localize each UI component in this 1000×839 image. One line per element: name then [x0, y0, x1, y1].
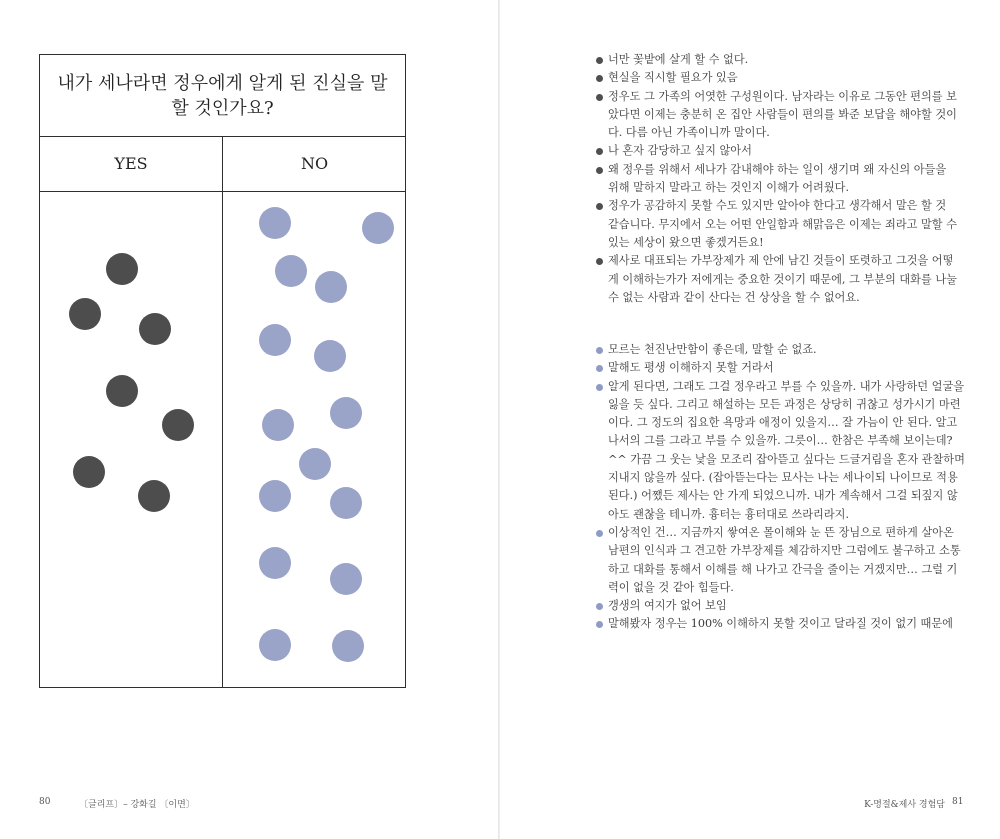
no-vote-dot — [330, 397, 362, 429]
bullet-dot-icon — [596, 530, 603, 537]
yes-response-item — [596, 69, 958, 87]
yes-vote-dot — [73, 456, 105, 488]
bullet-dot-icon — [596, 148, 603, 155]
no-vote-dot — [314, 340, 346, 372]
yes-response-text: 너만 꽃밭에 살게 할 수 없다. — [608, 53, 749, 66]
no-response-text: 갱생의 여지가 없어 보임 — [608, 599, 727, 613]
bullet-dot-icon — [596, 384, 603, 391]
yes-header: YES — [114, 154, 148, 173]
bullet-dot-icon — [596, 258, 603, 265]
yes-response-list — [596, 51, 958, 307]
right-running-title: K-명절&제사 경험담 — [864, 800, 945, 810]
left-running-title: 〔글리프〕– 강화길 〔이면〕 — [79, 800, 195, 810]
no-vote-dot — [330, 563, 362, 595]
no-vote-dot — [275, 255, 307, 287]
no-response-item — [596, 359, 968, 377]
no-response-text: 말해도 평생 이해하지 못할 거라서 — [608, 361, 774, 375]
yes-response-item — [596, 88, 958, 143]
bullet-dot-icon — [596, 203, 603, 210]
bullet-dot-icon — [596, 75, 603, 82]
yes-response-item — [596, 161, 958, 198]
bullet-dot-icon — [596, 621, 603, 628]
no-response-text: 알게 된다면, 그래도 그걸 정우라고 부를 수 있을까. 내가 사랑하던 얼굴을 잃을 듯 싶다. 그리고 해설하는 모든 과정은 상당히 귀찮고 성가시기 마련이다. 그 정도의 집요한 욕망과 애정이 있을지… 잘 가늠이 안 된다. 알고 나서의 그를 그라고 부를 수 있을까. 그릇이… 한참은 부족해 보이는데? ^^ 가끔 그 웃는 낯을 모조리 잡아뜯고 싶다는 드글거림을 혼자 관찰하며 지내지 않을까 싶다. (잡아뜯는다는 묘사는 나는 세나이되 나이므로 적용된다.) 어쨌든 제사는 안 가게 되었으니까. 내가 계속해서 그걸 되짚지 않아도 괜찮을 테니까. 흉터는 흉터대로 쓰라리라지. — [608, 379, 965, 521]
no-vote-dot — [362, 212, 394, 244]
no-vote-dot — [330, 487, 362, 519]
bullet-dot-icon — [596, 57, 603, 64]
no-vote-dot — [262, 409, 294, 441]
question-text: 내가 세나라면 정우에게 알게 된 진실을 말할 것인가요? — [57, 72, 388, 119]
no-vote-dot — [259, 324, 291, 356]
yes-response-text: 왜 정우를 위해서 세나가 감내해야 하는 일이 생기며 왜 자신의 아들을 위해 말하지 말라고 하는 것인지 이해가 어려웠다. — [608, 162, 947, 195]
yes-response-item — [596, 197, 958, 252]
no-response-item — [596, 615, 968, 633]
no-vote-dot — [315, 271, 347, 303]
no-response-text: 이상적인 건… 지금까지 쌓여온 몰이해와 눈 뜬 장님으로 편하게 살아온 남편의 인식과 그 견고한 가부장제를 체감하지만 그럼에도 불구하고 소통하고 대화를 통해서 이해를 해 나가고 간극을 줄이는 거겠지만… 그럴 기력이 없을 것 같아 힘들다. — [608, 525, 961, 594]
no-response-text: 말해봤자 정우는 100% 이해하지 못할 것이고 달라질 것이 없기 때문에 — [608, 617, 953, 631]
yes-vote-dot — [139, 313, 171, 345]
no-vote-dot — [259, 629, 291, 661]
yes-response-text: 나 혼자 감당하고 싶지 않아서 — [608, 144, 752, 158]
no-response-list — [596, 341, 968, 634]
yes-vote-dot — [162, 409, 194, 441]
yes-response-item — [596, 142, 958, 160]
no-response-item — [596, 378, 968, 524]
bullet-dot-icon — [596, 347, 603, 354]
no-response-item — [596, 341, 968, 359]
yes-response-text: 제사로 대표되는 가부장제가 제 안에 남긴 것들이 또렷하고 그것을 어떻게 이해하는가가 저에게는 중요한 것이기 때문에, 그 부분의 대화를 나눌 수 없는 사람과 같이 산다는 건 상상을 할 수 없어요. — [608, 254, 957, 304]
bullet-dot-icon — [596, 365, 603, 372]
yes-response-text: 현실을 직시할 필요가 있음 — [608, 71, 738, 85]
bullet-dot-icon — [596, 167, 603, 174]
no-response-item — [596, 524, 968, 597]
no-vote-dot — [259, 207, 291, 239]
no-response-item — [596, 597, 968, 615]
no-vote-dot — [259, 480, 291, 512]
vote-dots — [40, 55, 406, 688]
right-page-number: 81 — [952, 797, 964, 807]
yes-response-text: 정우가 공감하지 못할 수도 있지만 알아야 한다고 생각해서 말은 할 것 같습니다. 무지에서 오는 어떤 안일함과 해맑음은 이제는 죄라고 말할 수 있는 세상이 왔으면 좋겠거든요! — [608, 199, 957, 249]
yes-response-item — [596, 252, 958, 307]
yes-vote-dot — [69, 298, 101, 330]
left-page-number: 80 — [39, 797, 51, 807]
no-vote-dot — [259, 547, 291, 579]
no-response-text: 모르는 천진난만함이 좋은데, 말할 순 없죠. — [608, 343, 817, 356]
bullet-dot-icon — [596, 603, 603, 610]
yes-vote-dot — [106, 375, 138, 407]
no-vote-dot — [332, 630, 364, 662]
yes-vote-dot — [138, 480, 170, 512]
yes-response-item — [596, 51, 958, 69]
yes-vote-dot — [106, 253, 138, 285]
no-vote-dot — [299, 448, 331, 480]
bullet-dot-icon — [596, 94, 603, 101]
vote-table — [39, 54, 406, 688]
yes-response-text: 정우도 그 가족의 어엿한 구성원이다. 남자라는 이유로 그동안 편의를 보았다면 이제는 충분히 온 집안 사람들이 편의를 봐준 보답을 해야할 것이다. 다름 아닌 가족이니까 말이다. — [608, 89, 957, 140]
no-header: NO — [300, 154, 329, 173]
